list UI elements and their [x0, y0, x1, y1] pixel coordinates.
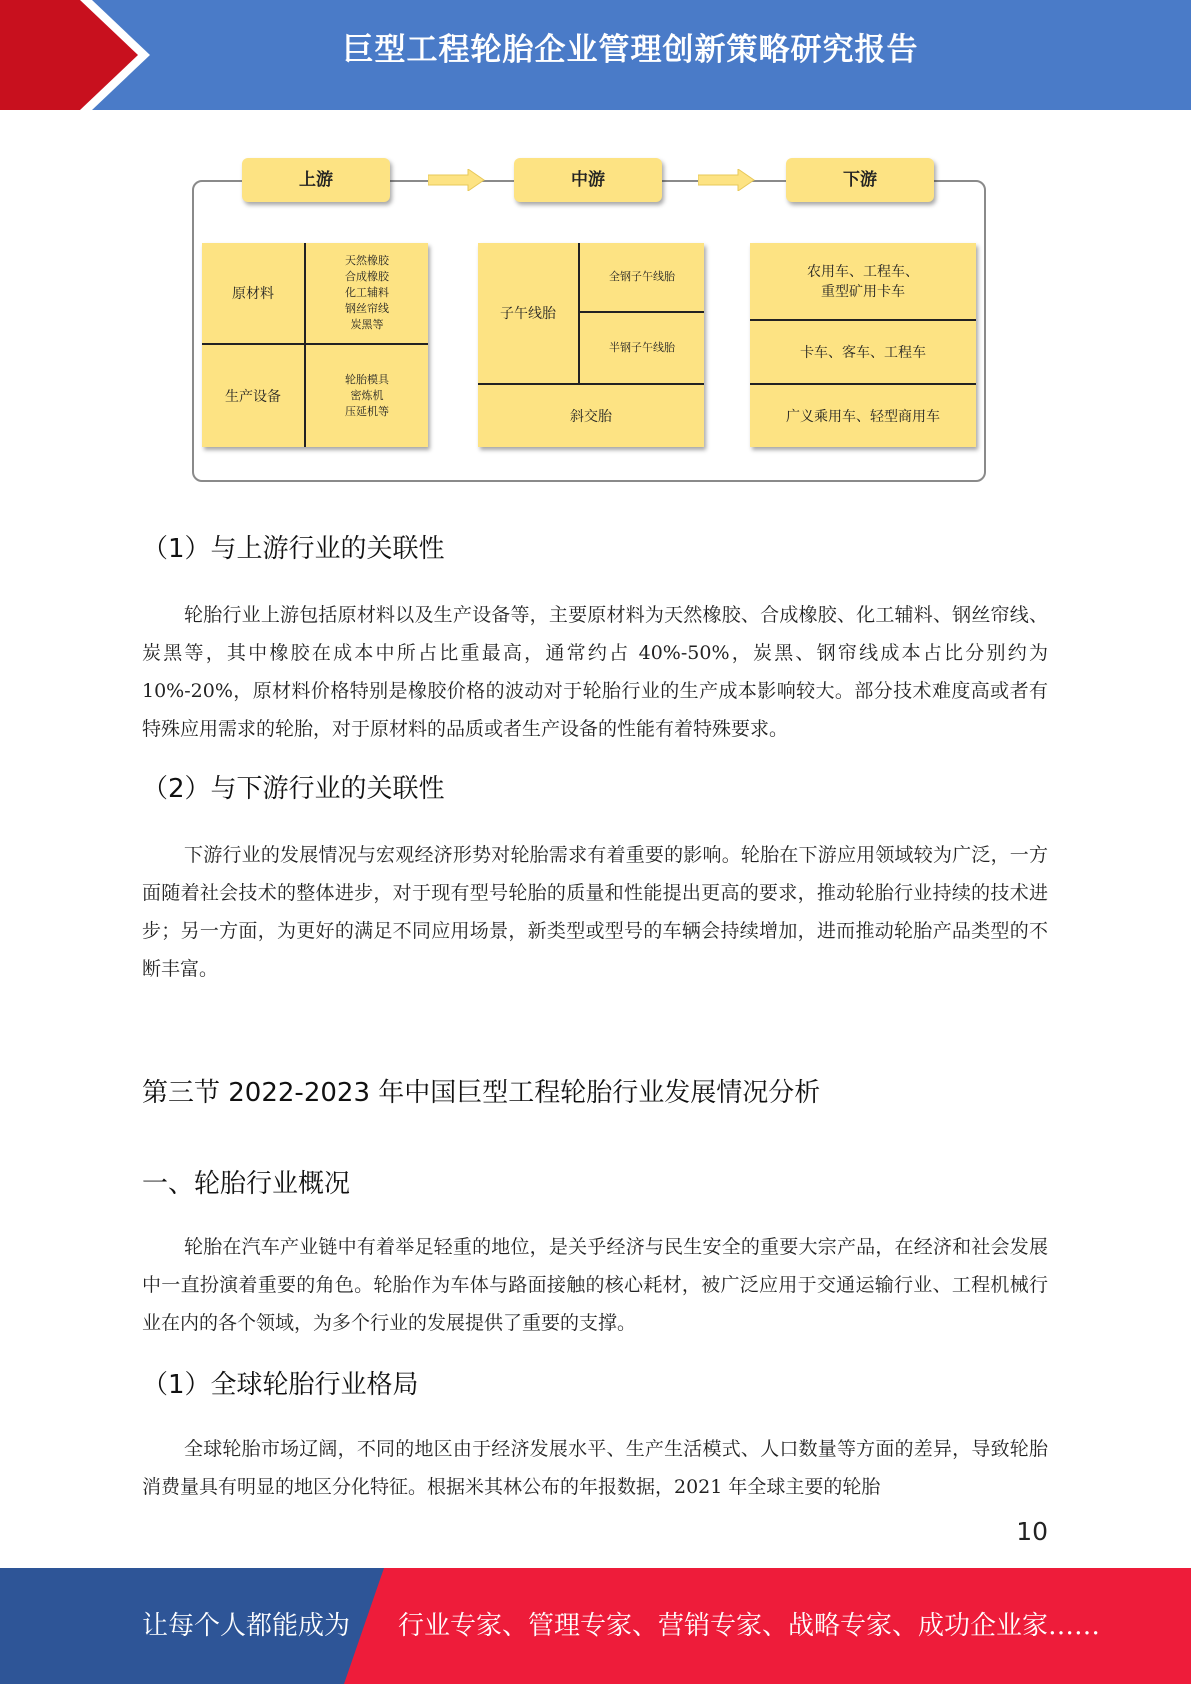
footer-slogan-right: 行业专家、管理专家、营销专家、战略专家、成功企业家…… — [398, 1611, 1101, 1641]
global-heading: （1）全球轮胎行业格局 — [142, 1370, 419, 1400]
arrow-right-icon — [428, 169, 486, 191]
upstream-heading: （1）与上游行业的关联性 — [142, 534, 445, 564]
global-paragraph: 全球轮胎市场辽阔，不同的地区由于经济发展水平、生产生活模式、人口数量等方面的差异，导致轮胎消费量具有明显的地区分化特征。根据米其林公布的年报数据，2021 年全球主要的轮胎 — [142, 1438, 1048, 1498]
equipment-items: 轮胎模具 密炼机 压延机等 — [345, 373, 389, 418]
header-red-chevron — [0, 0, 160, 110]
midstream-grid — [478, 243, 704, 447]
page-footer — [0, 1568, 1191, 1684]
downstream-row-3: 广义乘用车、轻型商用车 — [786, 409, 940, 425]
downstream-heading: （2）与下游行业的关联性 — [142, 774, 445, 804]
upstream-paragraph: 轮胎行业上游包括原材料以及生产设备等，主要原材料为天然橡胶、合成橡胶、化工辅料、钢丝帘线、炭黑等，其中橡胶在成本中所占比重最高，通常约占 40%-50%，炭黑、钢帘线成本占比分别约为 10%-20%，原材料价格特别是橡胶价格的波动对于轮胎行业的生产成本影响较大。部分技术难度高或者有特殊应用需求的轮胎，对于原材料的品质或者生产设备的性能有着特殊要求。 — [142, 604, 1048, 740]
semi-steel-radial: 半钢子午线胎 — [609, 341, 675, 354]
downstream-grid — [750, 243, 976, 447]
stage-downstream: 下游 — [786, 158, 934, 202]
section-title: 第三节 2022-2023 年中国巨型工程轮胎行业发展情况分析 — [142, 1078, 821, 1108]
overview-heading: 一、轮胎行业概况 — [142, 1169, 351, 1199]
downstream-row-1: 农用车、工程车、 重型矿用卡车 — [807, 264, 919, 300]
downstream-paragraph: 下游行业的发展情况与宏观经济形势对轮胎需求有着重要的影响。轮胎在下游应用领域较为广泛，一方面随着社会技术的整体进步，对于现有型号轮胎的质量和性能提出更高的要求，推动轮胎行业持续的技术进步；另一方面，为更好的满足不同应用场景，新类型或型号的车辆会持续增加，进而推动轮胎产品类型的不断丰富。 — [142, 844, 1048, 980]
footer-slogan-left: 让每个人都能成为 — [142, 1611, 351, 1641]
downstream-row-2: 卡车、客车、工程车 — [800, 345, 926, 361]
equipment-label: 生产设备 — [225, 389, 281, 405]
stage-midstream: 中游 — [514, 158, 662, 202]
raw-materials-items: 天然橡胶 合成橡胶 化工辅料 钢丝帘线 炭黑等 — [345, 254, 389, 331]
bias-tire-label: 斜交胎 — [570, 409, 612, 425]
upstream-grid — [202, 243, 428, 447]
all-steel-radial: 全钢子午线胎 — [609, 270, 675, 283]
arrow-right-icon — [698, 169, 756, 191]
page-header — [0, 0, 1191, 110]
report-title: 巨型工程轮胎企业管理创新策略研究报告 — [342, 32, 919, 68]
page-number: 10 — [1016, 1517, 1048, 1546]
radial-tire-label: 子午线胎 — [500, 306, 556, 322]
raw-materials-label: 原材料 — [232, 286, 274, 302]
overview-paragraph: 轮胎在汽车产业链中有着举足轻重的地位，是关乎经济与民生安全的重要大宗产品，在经济和社会发展中一直扮演着重要的角色。轮胎作为车体与路面接触的核心耗材，被广泛应用于交通运输行业、工程机械行业在内的各个领域，为多个行业的发展提供了重要的支撑。 — [142, 1236, 1048, 1334]
stage-upstream: 上游 — [242, 158, 390, 202]
industry-chain-diagram — [190, 155, 987, 483]
